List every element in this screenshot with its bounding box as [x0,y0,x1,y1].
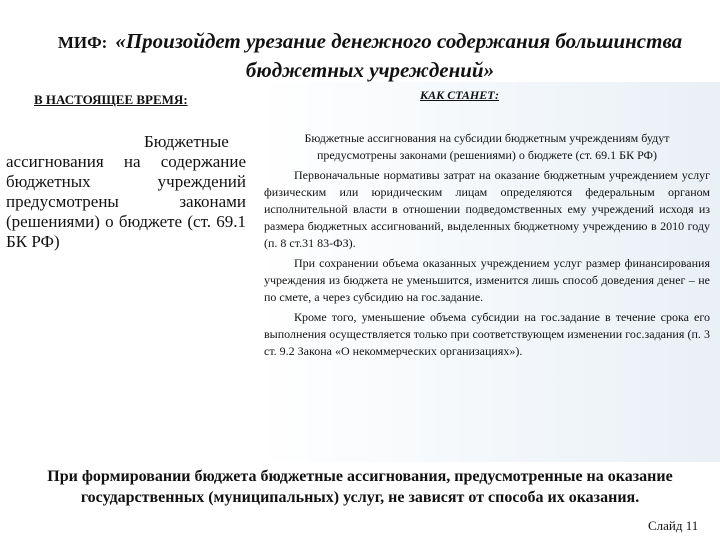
right-paragraph-2: Первоначальные нормативы затрат на оказание бюджетным учреждением услуг физическим или юридическим лицам определяются федеральным органом исполнительной власти в отношении подведомственных ему учреждений исходя из размера бюджетных ассигнований, выделенных бюджетному учреждению в 2010 году (п. 8 ст.31 83-ФЗ). [264,168,710,250]
right-paragraph-1: Бюджетные ассигнования на субсидии бюджетным учреждениям будут предусмотрены законами (решениями) о бюджете (ст. 69.1 БК РФ) [304,131,670,162]
left-column-body: Бюджетные ассигнования на содержание бюджетных учреждений предусмотрены законами (решениями) о бюджете (ст. 69.1 БК РФ) [6,132,246,251]
right-column-body [264,130,710,363]
left-column-header: В НАСТОЯЩЕЕ ВРЕМЯ: [34,92,188,107]
right-paragraph-4: Кроме того, уменьшение объема субсидии на гос.задание в течение срока его выполнения осуществляется только при соответствующем изменении гос.задания (п. 3 ст. 9.2 Закона «О некоммерческих организациях»). [264,310,710,358]
right-column-header: КАК СТАНЕТ: [420,88,499,102]
myth-statement: «Произойдет урезание денежного содержания большинства бюджетных учреждений» [115,29,683,82]
right-paragraph-3: При сохранении объема оказанных учреждением услуг размер финансирования учреждения из бюджета не уменьшится, изменится лишь способ доведения денег – не по смете, а через субсидию на гос.задание. [264,256,710,304]
slide-number: Слайд 11 [648,518,699,533]
slide-title [40,28,700,86]
conclusion-text: При формировании бюджета бюджетные ассигнования, предусмотренные на оказание государственных (муниципальных) услуг, не зависят от способа их оказания. [47,468,673,506]
myth-label: МИФ: [57,33,108,52]
